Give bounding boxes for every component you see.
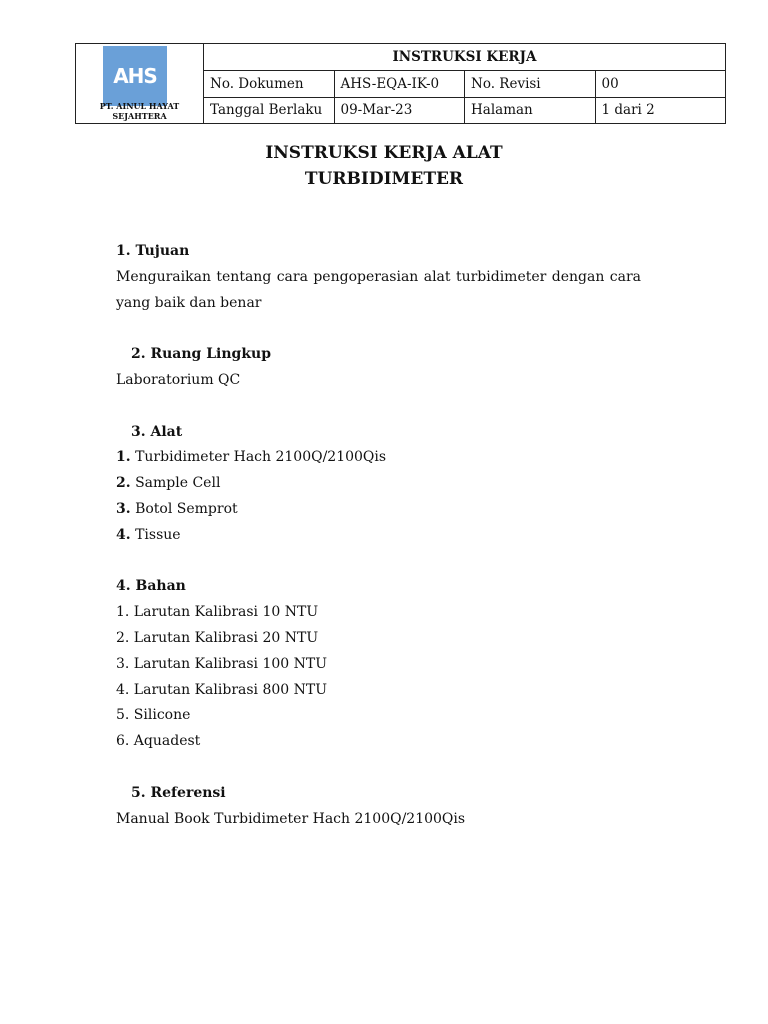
list-item: 2. Sample Cell [116, 475, 221, 492]
effective-date-value: 09-Mar-23 [334, 97, 465, 124]
document-title-line2: TURBIDIMETER [304, 169, 464, 189]
page-label: Halaman [465, 97, 596, 124]
company-logo [103, 46, 167, 106]
section-heading-referensi: 5. Referensi [131, 784, 226, 801]
document-title [0, 140, 768, 192]
doc-number-label: No. Dokumen [204, 71, 335, 98]
revision-label: No. Revisi [465, 71, 596, 98]
doc-number-value: AHS-EQA-IK-0 [334, 71, 465, 98]
referensi-text: Manual Book Turbidimeter Hach 2100Q/2100Qis [116, 810, 466, 827]
document-title-line1: INSTRUKSI KERJA ALAT [265, 143, 503, 163]
company-name: PT. AINUL HAYAT SEJAHTERA [99, 101, 180, 121]
section-heading-bahan: 4. Bahan [116, 578, 186, 595]
ruang-lingkup-text: Laboratorium QC [116, 371, 241, 388]
tujuan-text-line1: Menguraikan tentang cara pengoperasian alat turbidimeter dengan cara [116, 268, 641, 285]
list-item: 6. Aquadest [116, 733, 201, 750]
document-body [116, 239, 641, 832]
section-heading-tujuan: 1. Tujuan [116, 243, 190, 259]
effective-date-label: Tanggal Berlaku [204, 97, 335, 124]
header-title: INSTRUKSI KERJA [204, 44, 726, 71]
section-heading-alat: 3. Alat [131, 423, 183, 440]
page-value: 1 dari 2 [595, 97, 726, 124]
document-header-table [75, 43, 726, 124]
list-item: 3. Botol Semprot [116, 500, 238, 517]
list-item: 1. Turbidimeter Hach 2100Q/2100Qis [116, 449, 387, 466]
list-item: 1. Larutan Kalibrasi 10 NTU [116, 604, 319, 621]
logo-text: AHS [113, 64, 157, 88]
revision-value: 00 [595, 71, 726, 98]
section-heading-ruang-lingkup: 2. Ruang Lingkup [131, 346, 272, 363]
list-item: 4. Larutan Kalibrasi 800 NTU [116, 681, 328, 698]
list-item: 5. Silicone [116, 707, 191, 724]
list-item: 2. Larutan Kalibrasi 20 NTU [116, 629, 319, 646]
tujuan-text-line2: yang baik dan benar [116, 294, 262, 311]
list-item: 4. Tissue [116, 526, 181, 543]
list-item: 3. Larutan Kalibrasi 100 NTU [116, 655, 328, 672]
logo-cell [76, 44, 204, 124]
